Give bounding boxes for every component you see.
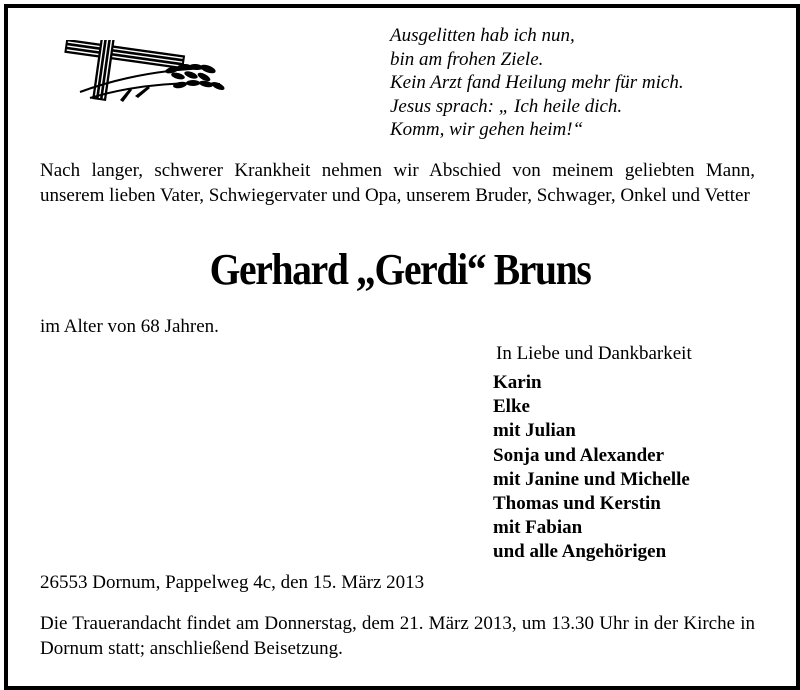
family-member: Thomas und Kerstin	[493, 493, 661, 515]
deceased-name: Gerhard „Gerdi“ Bruns	[209, 245, 591, 294]
poem-line: Jesus sprach: „ Ich heile dich.	[390, 95, 623, 117]
poem-line: Kein Arzt fand Heilung mehr für mich.	[390, 72, 684, 93]
intro-text: Nach langer, schwerer Krankheit nehmen wir Abschied von meinem geliebten Mann, unserem lieben Vater, Schwiegervater und Opa, unserem Bruder, Schwager, Onkel und Vetter	[40, 160, 755, 206]
poem-line: Ausgelitten hab ich nun,	[390, 25, 575, 46]
family-member: Karin	[493, 372, 542, 393]
family-member: Sonja und Alexander	[493, 444, 665, 466]
cross-with-wheat-icon	[60, 40, 228, 110]
family-list	[493, 371, 690, 565]
poem-line: bin am frohen Ziele.	[390, 48, 544, 70]
family-member: Elke	[493, 396, 530, 418]
family-member: mit Janine und Michelle	[493, 468, 690, 490]
age-text: im Alter von 68 Jahren.	[40, 316, 219, 337]
poem	[390, 24, 684, 142]
family-member: und alle Angehörigen	[493, 541, 667, 563]
poem-line: Komm, wir gehen heim!“	[390, 119, 584, 140]
place-date: 26553 Dornum, Pappelweg 4c, den 15. März 2013	[40, 572, 425, 593]
service-text: Die Trauerandacht findet am Donnerstag, dem 21. März 2013, um 13.30 Uhr in der Kirche in Dornum statt; anschließend Beisetzung.	[40, 613, 755, 659]
signoff: In Liebe und Dankbarkeit	[496, 343, 692, 364]
family-member: mit Fabian	[493, 517, 583, 539]
family-member: mit Julian	[493, 420, 576, 442]
